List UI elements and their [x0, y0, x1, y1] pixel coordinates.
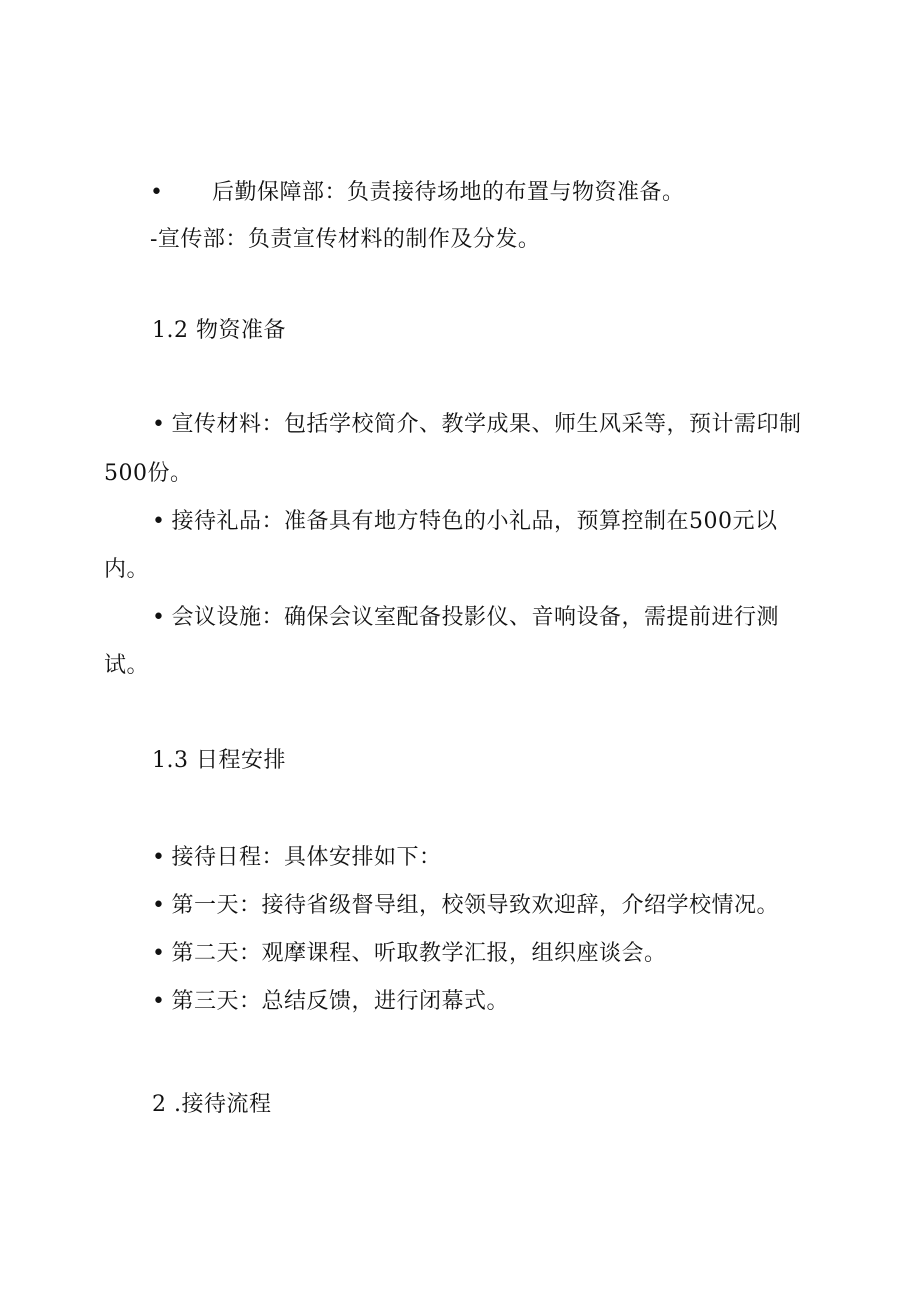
- bullet-icon: •: [152, 412, 166, 437]
- gifts-item-line1: [152, 507, 777, 537]
- facilities-item-line2: 试。: [104, 653, 150, 678]
- logistics-item: [150, 178, 685, 208]
- publicity-item: [150, 225, 540, 255]
- publicity-text: -宣传部：负责宣传材料的制作及分发。: [150, 227, 541, 252]
- gifts-text: 接待礼品：准备具有地方特色的小礼品，预算控制在500元以: [171, 509, 778, 534]
- bullet-icon: •: [152, 605, 166, 630]
- bullet-icon: •: [152, 893, 166, 918]
- gifts-item-line2: 内。: [104, 557, 150, 582]
- schedule-day1-text: 第一天：接待省级督导组，校领导致欢迎辞，介绍学校情况。: [171, 893, 779, 918]
- section-heading-2: 2 .接待流程: [152, 1092, 272, 1117]
- bullet-icon: •: [152, 845, 166, 870]
- schedule-intro-text: 接待日程：具体安排如下：: [171, 845, 442, 870]
- schedule-day2-text: 第二天：观摩课程、听取教学汇报，组织座谈会。: [171, 941, 667, 966]
- bullet-icon: •: [150, 180, 164, 205]
- facilities-text: 会议设施：确保会议室配备投影仪、音响设备，需提前进行测: [171, 605, 779, 630]
- schedule-day3: [152, 987, 509, 1017]
- materials-text: 宣传材料：包括学校简介、教学成果、师生风采等，预计需印制: [171, 412, 802, 437]
- schedule-day3-text: 第三天：总结反馈，进行闭幕式。: [171, 989, 509, 1014]
- logistics-text: 后勤保障部：负责接待场地的布置与物资准备。: [212, 180, 685, 205]
- schedule-day2: [152, 939, 667, 969]
- section-heading-1-2: 1.2 物资准备: [152, 318, 286, 343]
- section-heading-1-3: 1.3 日程安排: [152, 748, 286, 773]
- bullet-icon: •: [152, 941, 166, 966]
- schedule-intro: [152, 843, 442, 873]
- bullet-icon: •: [152, 989, 166, 1014]
- bullet-icon: •: [152, 509, 166, 534]
- schedule-day1: [152, 891, 779, 921]
- materials-item-line1: [152, 410, 802, 440]
- materials-item-line2: 500份。: [104, 461, 193, 486]
- facilities-item-line1: [152, 603, 779, 633]
